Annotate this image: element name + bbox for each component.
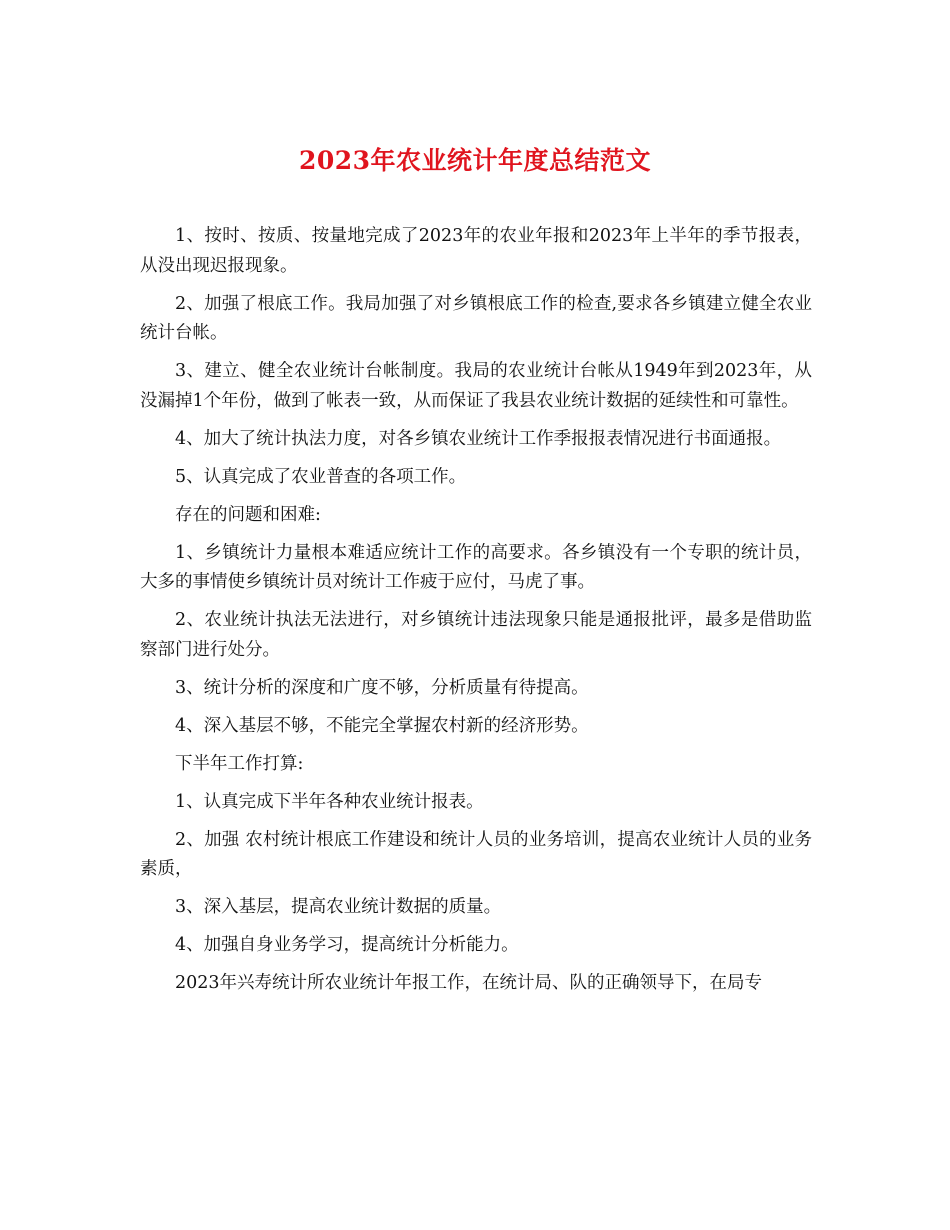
paragraph: 2、加强 农村统计根底工作建设和统计人员的业务培训，提高农业统计人员的业务素质，	[140, 829, 812, 879]
paragraph: 2、农业统计执法无法进行，对乡镇统计违法现象只能是通报批评，最多是借助监察部门进行处分。	[140, 610, 812, 660]
paragraph: 1、乡镇统计力量根本难适应统计工作的高要求。各乡镇没有一个专职的统计员，大多的事情使乡镇统计员对统计工作疲于应付，马虎了事。	[140, 542, 812, 592]
paragraph: 4、深入基层不够，不能完全掌握农村新的经济形势。	[175, 715, 589, 736]
paragraph: 4、加大了统计执法力度，对各乡镇农业统计工作季报报表情况进行书面通报。	[175, 428, 782, 449]
paragraph: 5、认真完成了农业普查的各项工作。	[175, 466, 467, 487]
section-heading-problems: 存在的问题和困难:	[175, 504, 321, 525]
paragraph: 3、统计分析的深度和广度不够，分析质量有待提高。	[175, 677, 589, 698]
section-heading-plans: 下半年工作打算:	[175, 753, 304, 774]
paragraph: 1、认真完成下半年各种农业统计报表。	[175, 791, 484, 812]
paragraph: 2、加强了根底工作。我局加强了对乡镇根底工作的检查,要求各乡镇建立健全农业统计台帐。	[140, 293, 812, 343]
paragraph: 1、按时、按质、按量地完成了2023年的农业年报和2023年上半年的季节报表，从没出现迟报现象。	[140, 226, 812, 276]
document-title: 2023年农业统计年度总结范文	[298, 146, 652, 175]
paragraph: 3、建立、健全农业统计台帐制度。我局的农业统计台帐从1949年到2023年，从没漏掉1个年份，做到了帐表一致，从而保证了我县农业统计数据的延续性和可靠性。	[140, 361, 812, 411]
paragraph: 3、深入基层，提高农业统计数据的质量。	[175, 897, 502, 917]
paragraph: 4、加强自身业务学习，提高统计分析能力。	[175, 935, 519, 955]
paragraph: 2023年兴寿统计所农业统计年报工作，在统计局、队的正确领导下，在局专	[175, 973, 763, 993]
document-body	[140, 222, 812, 1007]
